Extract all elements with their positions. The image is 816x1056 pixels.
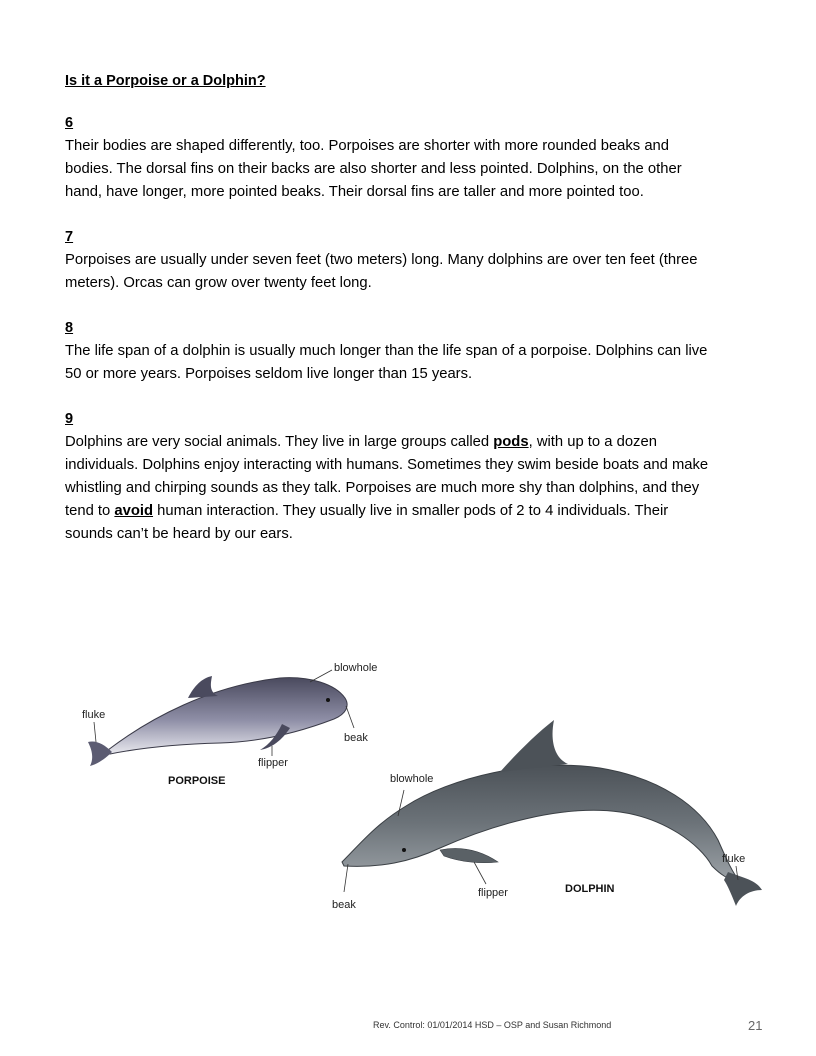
porpoise-fluke-label: fluke: [82, 709, 106, 721]
section-paragraph: [65, 431, 715, 546]
dolphin-beak-label: beak: [332, 899, 356, 911]
section-number: 7: [65, 229, 74, 245]
porpoise-caption: PORPOISE: [168, 775, 226, 787]
porpoise-dorsal-fin: [188, 676, 218, 698]
section-number: 8: [65, 320, 74, 336]
revision-footer: Rev. Control: 01/01/2014 HSD – OSP and Susan Richmond: [373, 1020, 612, 1030]
porpoise-flipper-label: flipper: [258, 757, 288, 769]
section-8: [65, 317, 715, 386]
porpoise-fluke: [88, 741, 112, 766]
paragraph-text: human interaction. They usually live in smaller pods of 2 to 4 individuals. Their sounds can’t be heard by our ears.: [65, 503, 669, 542]
paragraph-text: , with up to a dozen individuals. Dolphins enjoy interacting with humans. Sometimes they swim beside boats and make whistling and chirping sounds as they talk. Porpoises are much more shy than dolphins, and they tend to: [65, 434, 709, 519]
dolphin-fluke-label: fluke: [722, 853, 746, 865]
section-paragraph: The life span of a dolphin is usually much longer than the life span of a porpoise. Dolphins can live 50 or more years. Porpoises seldom live longer than 15 years.: [65, 343, 708, 382]
dolphin-eye: [402, 848, 406, 852]
page-title: Is it a Porpoise or a Dolphin?: [65, 73, 266, 89]
porpoise-body: [108, 678, 347, 754]
vocab-word-avoid: avoid: [114, 503, 154, 519]
dolphin-flipper: [440, 849, 498, 863]
porpoise-eye: [326, 698, 330, 702]
section-number: 6: [65, 115, 74, 131]
dolphin-blowhole-label: blowhole: [390, 773, 434, 785]
article: [65, 70, 715, 568]
page-number: 21: [748, 1018, 763, 1033]
dolphin-beak-pointer: [344, 864, 348, 892]
porpoise-dolphin-illustration: [60, 640, 780, 940]
porpoise-beak-label: beak: [344, 732, 368, 744]
section-number: 9: [65, 411, 74, 427]
porpoise-blowhole-pointer: [310, 670, 332, 682]
section-paragraph: Porpoises are usually under seven feet (two meters) long. Many dolphins are over ten feet (three meters). Orcas can grow over twenty feet long.: [65, 252, 698, 291]
dolphin-drawing: [342, 720, 762, 906]
illustration-svg: [60, 640, 780, 940]
section-9: [65, 408, 715, 546]
section-7: [65, 226, 715, 295]
dolphin-fluke: [724, 872, 762, 906]
dolphin-dorsal-fin: [500, 720, 568, 772]
porpoise-fluke-pointer: [94, 722, 96, 742]
section-paragraph: Their bodies are shaped differently, too. Porpoises are shorter with more rounded beaks and bodies. The dorsal fins on their backs are also shorter and less pointed. Dolphins, on the other hand, have longer, more pointed beaks. Their dorsal fins are taller and more pointed too.: [65, 138, 682, 200]
dolphin-caption: DOLPHIN: [565, 883, 615, 895]
porpoise-beak-pointer: [346, 706, 354, 728]
section-6: [65, 112, 715, 204]
paragraph-text: Dolphins are very social animals. They live in large groups called: [65, 434, 494, 450]
porpoise-drawing: [88, 676, 347, 766]
porpoise-blowhole-label: blowhole: [334, 662, 378, 674]
vocab-word-pods: pods: [493, 434, 529, 450]
dolphin-flipper-label: flipper: [478, 887, 508, 899]
dolphin-flipper-pointer: [474, 862, 486, 884]
